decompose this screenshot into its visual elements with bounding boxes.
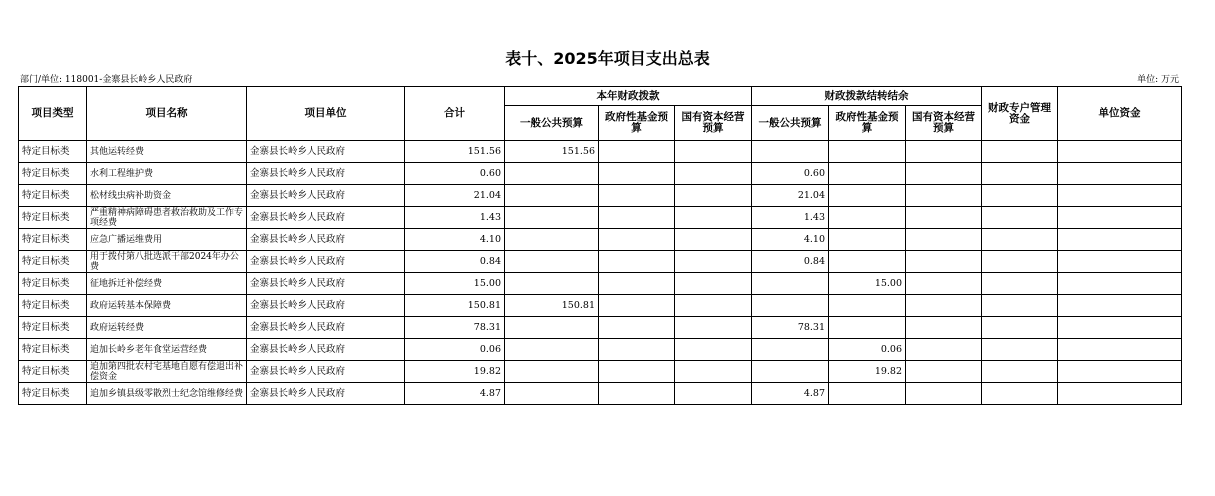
row-special-fund-cell (982, 185, 1058, 207)
row-co-fund-cell (829, 185, 906, 207)
row-unit-fund-cell (1058, 141, 1182, 163)
row-co-fund-cell (829, 295, 906, 317)
row-cy-general-cell (505, 207, 599, 229)
row-name-cell: 应急广播运维费用 (87, 229, 247, 251)
row-co-fund-cell: 15.00 (829, 273, 906, 295)
row-special-fund-cell (982, 317, 1058, 339)
row-total-cell: 78.31 (405, 317, 505, 339)
row-unit-fund-cell (1058, 339, 1182, 361)
row-special-fund-cell (982, 361, 1058, 383)
row-unit-fund-cell (1058, 251, 1182, 273)
row-total-cell: 4.10 (405, 229, 505, 251)
table-row (19, 273, 1182, 295)
row-cy-fund-cell (599, 163, 675, 185)
header-project-type: 项目类型 (19, 87, 87, 141)
row-total-cell: 15.00 (405, 273, 505, 295)
row-name-cell: 政府运转基本保障费 (87, 295, 247, 317)
row-cy-state-cell (675, 339, 752, 361)
row-unit-cell: 金寨县长岭乡人民政府 (247, 229, 405, 251)
row-name-cell: 追加第四批农村宅基地自愿有偿退出补偿资金 (87, 361, 247, 383)
row-cy-general-cell (505, 317, 599, 339)
row-type-cell: 特定目标类 (19, 163, 87, 185)
row-special-fund-cell (982, 141, 1058, 163)
row-name-cell: 追加乡镇县级零散烈士纪念馆维修经费 (87, 383, 247, 405)
row-co-state-cell (906, 383, 982, 405)
row-cy-state-cell (675, 383, 752, 405)
row-cy-fund-cell (599, 361, 675, 383)
row-co-state-cell (906, 317, 982, 339)
header-cy-fund: 政府性基金预算 (599, 106, 675, 141)
unit-label: 单位: 万元 (1137, 75, 1179, 85)
row-co-state-cell (906, 163, 982, 185)
row-special-fund-cell (982, 295, 1058, 317)
row-special-fund-cell (982, 163, 1058, 185)
row-co-state-cell (906, 207, 982, 229)
row-cy-fund-cell (599, 141, 675, 163)
table-row (19, 207, 1182, 229)
row-co-general-cell (752, 339, 829, 361)
row-cy-state-cell (675, 295, 752, 317)
row-cy-fund-cell (599, 207, 675, 229)
row-cy-state-cell (675, 251, 752, 273)
row-co-state-cell (906, 273, 982, 295)
row-co-fund-cell (829, 383, 906, 405)
row-total-cell: 0.06 (405, 339, 505, 361)
row-type-cell: 特定目标类 (19, 251, 87, 273)
row-cy-state-cell (675, 317, 752, 339)
row-type-cell: 特定目标类 (19, 229, 87, 251)
row-unit-cell: 金寨县长岭乡人民政府 (247, 163, 405, 185)
row-cy-fund-cell (599, 229, 675, 251)
row-name-cell: 征地拆迁补偿经费 (87, 273, 247, 295)
row-special-fund-cell (982, 207, 1058, 229)
table-row (19, 141, 1182, 163)
row-co-state-cell (906, 339, 982, 361)
header-total: 合计 (405, 87, 505, 141)
row-special-fund-cell (982, 383, 1058, 405)
row-unit-fund-cell (1058, 383, 1182, 405)
header-unit-fund: 单位资金 (1058, 87, 1182, 141)
row-co-fund-cell (829, 317, 906, 339)
header-project-unit: 项目单位 (247, 87, 405, 141)
row-cy-state-cell (675, 229, 752, 251)
header-carryover-group: 财政拨款结转结余 (752, 87, 982, 106)
row-unit-cell: 金寨县长岭乡人民政府 (247, 185, 405, 207)
table-row (19, 229, 1182, 251)
row-name-cell: 政府运转经费 (87, 317, 247, 339)
row-co-general-cell: 0.60 (752, 163, 829, 185)
row-total-cell: 19.82 (405, 361, 505, 383)
row-unit-fund-cell (1058, 185, 1182, 207)
row-co-state-cell (906, 185, 982, 207)
row-co-state-cell (906, 251, 982, 273)
row-unit-cell: 金寨县长岭乡人民政府 (247, 383, 405, 405)
table-row (19, 251, 1182, 273)
row-co-fund-cell (829, 251, 906, 273)
row-cy-general-cell (505, 383, 599, 405)
row-cy-fund-cell (599, 383, 675, 405)
row-co-general-cell: 21.04 (752, 185, 829, 207)
row-unit-fund-cell (1058, 229, 1182, 251)
table-row (19, 163, 1182, 185)
row-cy-general-cell (505, 339, 599, 361)
row-cy-fund-cell (599, 317, 675, 339)
table-row (19, 185, 1182, 207)
row-co-general-cell (752, 141, 829, 163)
header-co-fund: 政府性基金预算 (829, 106, 906, 141)
row-name-cell: 严重精神病障碍患者救治救助及工作专项经费 (87, 207, 247, 229)
row-cy-state-cell (675, 207, 752, 229)
row-unit-fund-cell (1058, 163, 1182, 185)
row-type-cell: 特定目标类 (19, 295, 87, 317)
row-cy-general-cell: 150.81 (505, 295, 599, 317)
table-row (19, 317, 1182, 339)
row-type-cell: 特定目标类 (19, 317, 87, 339)
row-cy-fund-cell (599, 251, 675, 273)
row-type-cell: 特定目标类 (19, 207, 87, 229)
row-type-cell: 特定目标类 (19, 273, 87, 295)
row-co-general-cell (752, 361, 829, 383)
row-name-cell: 松材线虫病补助资金 (87, 185, 247, 207)
row-co-general-cell: 4.10 (752, 229, 829, 251)
header-current-year-group: 本年财政拨款 (505, 87, 752, 106)
row-cy-state-cell (675, 141, 752, 163)
row-total-cell: 0.84 (405, 251, 505, 273)
row-cy-general-cell (505, 251, 599, 273)
row-co-fund-cell: 19.82 (829, 361, 906, 383)
row-unit-cell: 金寨县长岭乡人民政府 (247, 317, 405, 339)
row-cy-general-cell (505, 163, 599, 185)
row-co-state-cell (906, 361, 982, 383)
row-total-cell: 1.43 (405, 207, 505, 229)
row-unit-fund-cell (1058, 207, 1182, 229)
row-total-cell: 151.56 (405, 141, 505, 163)
header-cy-state: 国有资本经营预算 (675, 106, 752, 141)
row-co-general-cell: 0.84 (752, 251, 829, 273)
row-unit-cell: 金寨县长岭乡人民政府 (247, 141, 405, 163)
row-special-fund-cell (982, 339, 1058, 361)
header-project-name: 项目名称 (87, 87, 247, 141)
row-cy-fund-cell (599, 273, 675, 295)
row-total-cell: 4.87 (405, 383, 505, 405)
table-row (19, 361, 1182, 383)
row-cy-state-cell (675, 185, 752, 207)
table-row (19, 339, 1182, 361)
row-co-state-cell (906, 295, 982, 317)
row-cy-fund-cell (599, 339, 675, 361)
table-row (19, 295, 1182, 317)
row-unit-cell: 金寨县长岭乡人民政府 (247, 295, 405, 317)
row-type-cell: 特定目标类 (19, 141, 87, 163)
row-name-cell: 其他运转经费 (87, 141, 247, 163)
row-unit-fund-cell (1058, 295, 1182, 317)
row-name-cell: 追加长岭乡老年食堂运营经费 (87, 339, 247, 361)
row-cy-general-cell: 151.56 (505, 141, 599, 163)
row-co-general-cell (752, 273, 829, 295)
page-title: 表十、2025年项目支出总表 (505, 49, 710, 68)
row-special-fund-cell (982, 229, 1058, 251)
row-cy-fund-cell (599, 185, 675, 207)
header-co-general: 一般公共预算 (752, 106, 829, 141)
row-unit-fund-cell (1058, 361, 1182, 383)
row-cy-state-cell (675, 163, 752, 185)
row-cy-general-cell (505, 229, 599, 251)
row-name-cell: 用于拨付第八批选派干部2024年办公费 (87, 251, 247, 273)
row-co-general-cell: 78.31 (752, 317, 829, 339)
row-cy-fund-cell (599, 295, 675, 317)
row-type-cell: 特定目标类 (19, 185, 87, 207)
row-total-cell: 21.04 (405, 185, 505, 207)
row-special-fund-cell (982, 273, 1058, 295)
row-unit-cell: 金寨县长岭乡人民政府 (247, 361, 405, 383)
row-total-cell: 0.60 (405, 163, 505, 185)
row-unit-cell: 金寨县长岭乡人民政府 (247, 273, 405, 295)
row-type-cell: 特定目标类 (19, 383, 87, 405)
row-co-general-cell: 4.87 (752, 383, 829, 405)
row-total-cell: 150.81 (405, 295, 505, 317)
row-co-state-cell (906, 141, 982, 163)
row-special-fund-cell (982, 251, 1058, 273)
row-name-cell: 水利工程维护费 (87, 163, 247, 185)
row-cy-state-cell (675, 273, 752, 295)
row-co-state-cell (906, 229, 982, 251)
row-unit-cell: 金寨县长岭乡人民政府 (247, 207, 405, 229)
row-unit-cell: 金寨县长岭乡人民政府 (247, 339, 405, 361)
row-unit-cell: 金寨县长岭乡人民政府 (247, 251, 405, 273)
row-co-general-cell (752, 295, 829, 317)
row-cy-general-cell (505, 273, 599, 295)
table-row (19, 383, 1182, 405)
row-unit-fund-cell (1058, 317, 1182, 339)
row-co-fund-cell (829, 229, 906, 251)
department-label: 部门/单位: 118001-金寨县长岭乡人民政府 (20, 75, 193, 85)
row-cy-general-cell (505, 361, 599, 383)
row-co-fund-cell (829, 163, 906, 185)
project-expenditure-table (18, 86, 1182, 405)
row-co-general-cell: 1.43 (752, 207, 829, 229)
row-co-fund-cell: 0.06 (829, 339, 906, 361)
row-type-cell: 特定目标类 (19, 339, 87, 361)
header-cy-general: 一般公共预算 (505, 106, 599, 141)
row-unit-fund-cell (1058, 273, 1182, 295)
header-co-state: 国有资本经营预算 (906, 106, 982, 141)
row-cy-general-cell (505, 185, 599, 207)
row-co-fund-cell (829, 141, 906, 163)
row-cy-state-cell (675, 361, 752, 383)
row-co-fund-cell (829, 207, 906, 229)
header-special-fund: 财政专户管理资金 (982, 87, 1058, 141)
row-type-cell: 特定目标类 (19, 361, 87, 383)
